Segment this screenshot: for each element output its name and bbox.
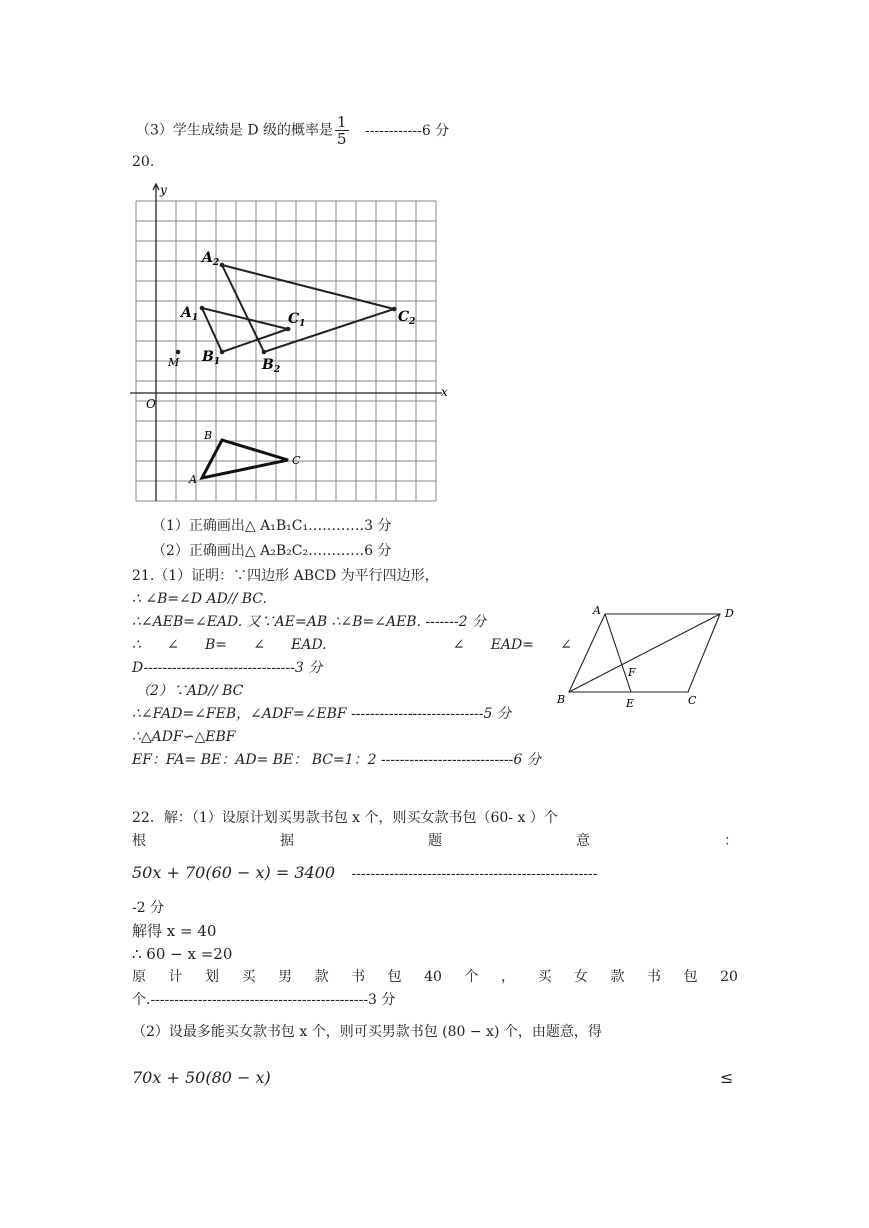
- vertex-c1-label: $C_1$: [288, 311, 306, 329]
- q21-l4-token: ∠: [452, 637, 465, 653]
- q22-l6-token: 女: [574, 969, 589, 985]
- label-f: F: [628, 666, 636, 679]
- vertex-c-label: C: [292, 454, 301, 467]
- q22-line-3: -2 分: [132, 900, 165, 916]
- point-m: [176, 350, 181, 355]
- q22-l6-token: ，: [500, 969, 515, 985]
- fraction-numerator: 1: [337, 113, 347, 131]
- label-b: B: [557, 693, 566, 706]
- q21-line-3: ∴∠AEB=∠EAD. 又∵AE=AB ∴∠B=∠AEB. -------2 分: [132, 614, 486, 630]
- q21-line-1: 21.（1）证明：∵四边形 ABCD 为平行四边形，: [132, 568, 439, 584]
- q21-line-9: EF：FA= BE：AD= BE： BC=1：2 ----------------------------6 分: [132, 752, 541, 768]
- q22-l2-token: 根: [132, 833, 146, 849]
- q22-l6-token: 书: [351, 969, 366, 985]
- q22-l6-token: 40: [424, 969, 442, 985]
- triangle-a2b2c2: [222, 265, 394, 352]
- q22-l2-token: 题: [428, 833, 442, 849]
- q21-line-6: （2）∵AD// BC: [136, 683, 244, 699]
- q21-l4-token: B=: [205, 637, 228, 653]
- q22-l2-token: ：: [724, 833, 738, 849]
- q21-l4-token: ∠: [560, 637, 572, 653]
- q21-l4-token: ∠: [253, 637, 265, 653]
- label-a: A: [593, 604, 601, 617]
- q22-line-1: 22．解：（1）设原计划买男款书包 x 个，则买女款书包（60- x ）个: [132, 810, 558, 826]
- q22-l6-token: 包: [387, 969, 402, 985]
- point-m-label: M: [168, 356, 180, 369]
- vertex-b1-label: $B_1$: [202, 349, 221, 367]
- q22-l6-token: 买: [241, 969, 256, 985]
- q22-line-8: （2）设最多能买女款书包 x 个，则可买男款书包 (80 − x) 个，由题意，得: [132, 1024, 602, 1040]
- segment-bd: [569, 614, 720, 692]
- q22-line-6: [132, 967, 738, 987]
- equation-1: 50x + 70(60 − x) = 3400: [132, 863, 336, 882]
- q22-line-7: 个.----------------------------------------------3 分: [132, 992, 396, 1008]
- q21-line-8: ∴△ADF∽△EBF: [132, 729, 236, 745]
- equation-1-dash: ----------------------------------------------------: [351, 866, 598, 882]
- q22-l6-token: 原: [132, 969, 146, 985]
- q22-l6-token: 男: [278, 969, 293, 985]
- q20-answer-1: （1）正确画出△ A₁B₁C₁…………3 分: [152, 518, 392, 534]
- q22-l2-token: 据: [280, 833, 294, 849]
- label-e: E: [626, 697, 635, 710]
- q22-l6-token: 个: [464, 969, 479, 985]
- vertex-a-label: A: [189, 473, 197, 486]
- label-c: C: [688, 694, 697, 707]
- q22-l6-token: 款: [610, 969, 625, 985]
- label-d: D: [725, 607, 734, 620]
- triangle-abc: [202, 440, 288, 478]
- coordinate-grid-figure: [130, 180, 450, 505]
- q21-l4-token: EAD=: [490, 637, 534, 653]
- q21-l4-token: ∠: [167, 637, 179, 653]
- fraction: [335, 114, 349, 147]
- q21-line-2: ∴ ∠B=∠D AD// BC.: [132, 591, 267, 607]
- vertex-a1-label: $A_1$: [181, 305, 199, 323]
- q19-part3: [136, 114, 449, 147]
- q22-l6-token: 包: [683, 969, 698, 985]
- q21-l4-token: EAD.: [291, 637, 327, 653]
- y-axis-label: y: [160, 183, 167, 197]
- q22-line-4: 解得 x = 40: [132, 922, 217, 940]
- q22-l6-token: 划: [205, 969, 220, 985]
- vertex-b2-label: $B_2$: [262, 357, 281, 375]
- vertex-c2-label: $C_2$: [398, 309, 416, 327]
- q22-l6-token: 款: [314, 969, 329, 985]
- q22-l6-token: 买: [537, 969, 552, 985]
- vertex-b-label: B: [204, 429, 213, 442]
- fraction-denominator: 5: [337, 130, 347, 148]
- q21-line-5: D--------------------------------3 分: [132, 660, 323, 676]
- q22-l6-token: 计: [168, 969, 183, 985]
- q22-equation-1: [132, 862, 738, 885]
- q20-label: 20.: [132, 154, 155, 170]
- q22-equation-2-sign: ≤: [720, 1068, 734, 1087]
- q21-line-4: [132, 635, 572, 655]
- q21-line-7: ∴∠FAD=∠FEB，∠ADF=∠EBF ----------------------------5 分: [132, 706, 511, 722]
- q19-part3-score: ------------6 分: [365, 122, 450, 139]
- parallelogram-figure: [555, 600, 745, 712]
- q22-line-5: ∴ 60 − x =20: [132, 945, 233, 963]
- q22-l2-token: 意: [576, 833, 590, 849]
- q22-l6-token: 20: [720, 969, 738, 985]
- q22-line-2: [132, 831, 738, 851]
- x-axis-label: x: [441, 385, 448, 399]
- segment-ae: [605, 614, 631, 692]
- q21-l4-token: ∴: [132, 637, 141, 653]
- axes: [130, 184, 442, 501]
- q22-equation-2: 70x + 50(80 − x): [132, 1068, 271, 1087]
- vertex-a2-label: $A_2$: [202, 250, 220, 268]
- q20-answer-2: （2）正确画出△ A₂B₂C₂…………6 分: [152, 543, 392, 559]
- q22-l6-token: 书: [647, 969, 662, 985]
- origin-label: O: [146, 397, 156, 411]
- q19-part3-text: （3）学生成绩是 D 级的概率是: [136, 122, 334, 139]
